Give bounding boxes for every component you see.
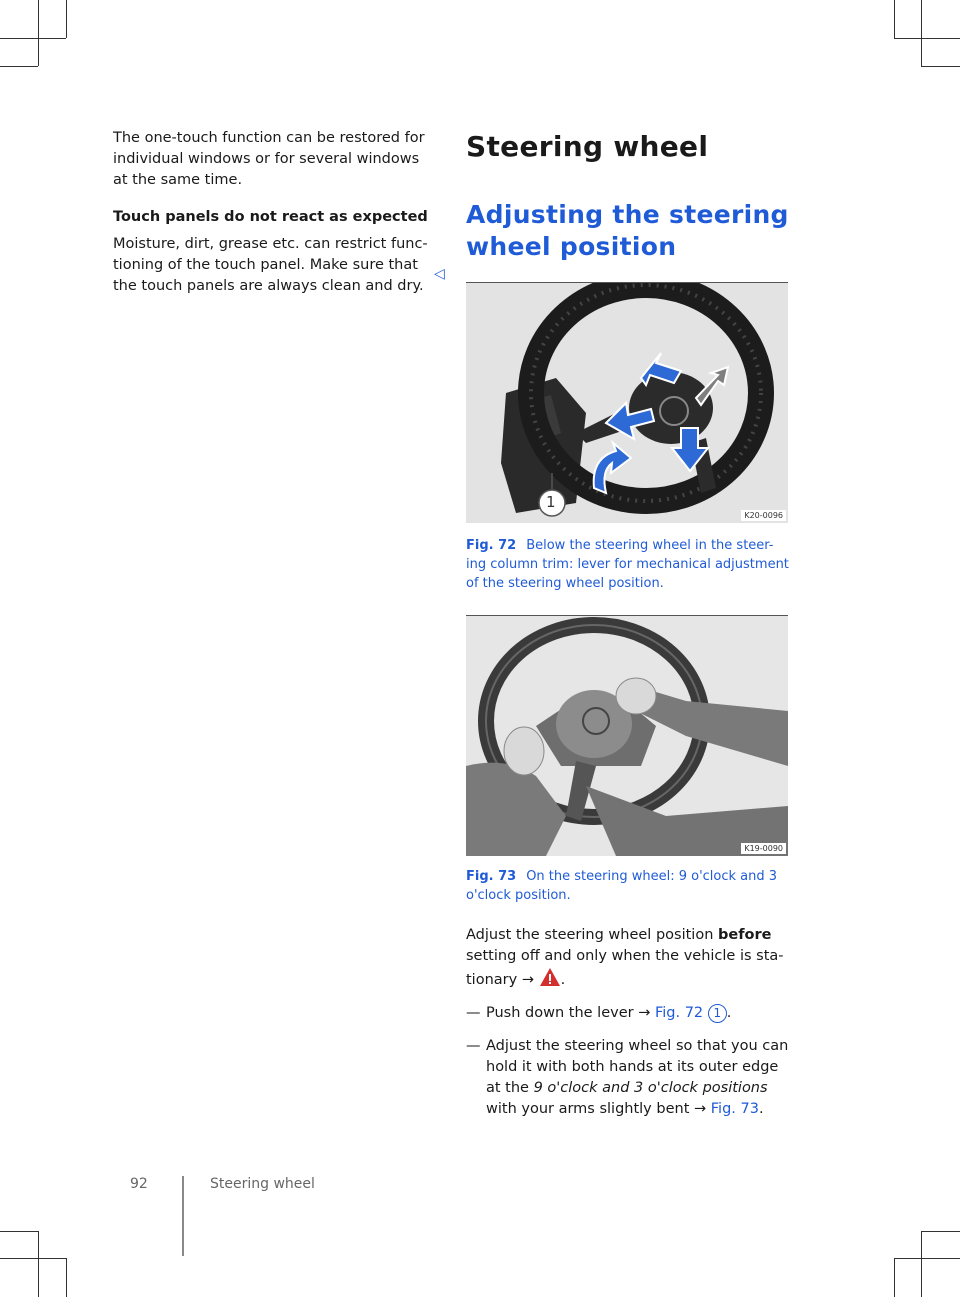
figure-72-caption	[466, 536, 790, 593]
figure-code: K19-0090	[741, 843, 786, 854]
figure-73-image	[466, 615, 788, 856]
arrow-icon: →	[638, 1005, 651, 1021]
step-2: — Adjust the steering wheel so that you can hold it with both hands at its outer edge at the 9 o'clock and 3 o'clock positions with your arms slightly bent → Fig. 73.	[466, 1038, 789, 1117]
intro-paragraph: The one-touch function can be restored for individual windows or for several windows at the same time.	[113, 130, 425, 188]
caption-text: Below the steering wheel in the steer-ing column trim: lever for mechanical adjustment of the steering wheel position.	[466, 538, 789, 591]
intro-instruction: Adjust the steering wheel position before setting off and only when the vehicle is sta-tionary → .	[466, 927, 784, 988]
crop-mark	[921, 1231, 922, 1297]
figure-72-link[interactable]: Fig. 72	[654, 1005, 704, 1021]
footer-divider	[182, 1176, 184, 1256]
subheading: Touch panels do not react as expected	[113, 209, 428, 225]
figure-73-caption	[466, 867, 790, 905]
arrow-icon: →	[694, 1101, 707, 1117]
crop-mark	[921, 66, 960, 67]
crop-mark	[921, 0, 922, 66]
step-1: — Push down the lever → Fig. 72 1 .	[466, 1003, 790, 1024]
figure-72-image	[466, 282, 788, 523]
instruction-text: setting off and only when the vehicle is sta-tionary	[466, 948, 784, 988]
figure-number: Fig. 72	[466, 538, 517, 553]
emphasis-text: before	[718, 927, 772, 943]
callout-number: 1	[546, 493, 556, 511]
step-text: Push down the lever	[486, 1005, 634, 1021]
step-dash: —	[466, 1038, 481, 1054]
crop-mark	[38, 0, 39, 66]
chapter-title: Steering wheel	[466, 130, 709, 163]
end-of-section-icon: ◁	[434, 266, 445, 282]
crop-mark	[894, 1258, 895, 1297]
step-text: with your arms slightly bent	[486, 1101, 690, 1117]
crop-mark	[38, 1231, 39, 1297]
crop-mark	[66, 1258, 67, 1297]
crop-mark	[894, 38, 960, 39]
footer-section-name: Steering wheel	[210, 1176, 315, 1192]
figure-73-link[interactable]: Fig. 73	[710, 1101, 759, 1117]
hands-on-wheel-illustration	[466, 616, 788, 856]
steering-wheel-lever-illustration	[466, 283, 788, 523]
right-column	[466, 120, 790, 263]
step-text: Adjust the steering wheel so that you can hold it with both hands at its outer edge at the	[486, 1038, 789, 1096]
step-dash: —	[466, 1005, 481, 1021]
figure-number: Fig. 73	[466, 869, 517, 884]
step-italic-text: 9 o'clock and 3 o'clock positions	[533, 1080, 768, 1096]
touch-panel-paragraph: Moisture, dirt, grease etc. can restrict func-tioning of the touch panel. Make sure that the touch panels are always clean and dry.	[113, 236, 428, 294]
left-column	[113, 128, 433, 297]
crop-mark	[0, 1231, 38, 1232]
crop-mark	[894, 1258, 960, 1259]
crop-mark	[0, 66, 38, 67]
crop-mark	[921, 1231, 960, 1232]
instructions	[466, 925, 790, 1120]
warning-icon[interactable]	[539, 967, 561, 987]
crop-mark	[66, 0, 67, 38]
caption-text: On the steering wheel: 9 o'clock and 3 o'clock position.	[466, 869, 778, 903]
crop-mark	[0, 1258, 66, 1259]
arrow-icon: →	[521, 972, 534, 988]
section-title: Adjusting the steering wheel position	[466, 200, 789, 261]
figure-code: K20-0096	[741, 510, 786, 521]
crop-mark	[894, 0, 895, 38]
crop-mark	[0, 38, 66, 39]
page-number: 92	[130, 1176, 148, 1192]
instruction-text: Adjust the steering wheel position	[466, 927, 718, 943]
callout-badge: 1	[708, 1004, 727, 1023]
